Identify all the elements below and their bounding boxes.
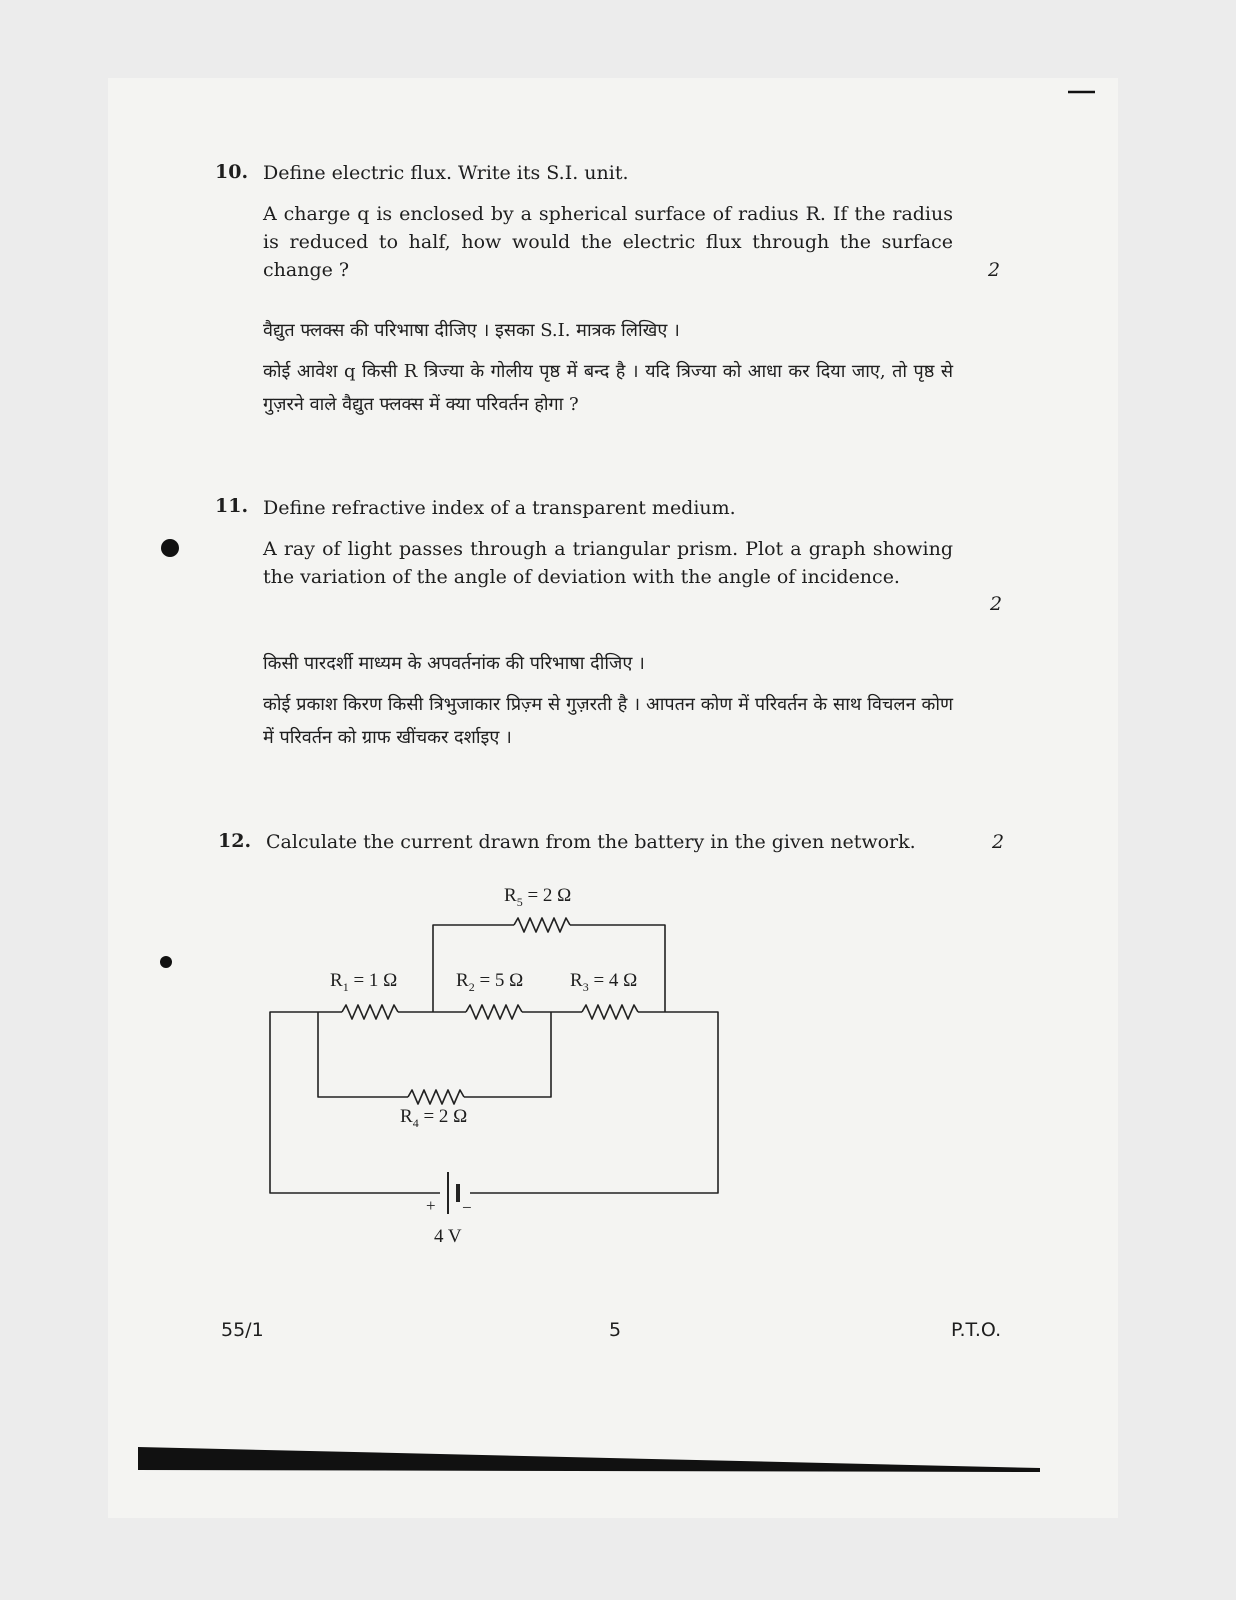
wire [464,1012,551,1097]
resistor-label-r2: $R_2 = 5$ Ω [456,970,524,994]
question-heading: Calculate the current drawn from the battery in the given network. [266,831,916,853]
resistor-label-r5: $R_5 = 2$ Ω [504,885,572,909]
wire [433,925,514,1012]
hindi-heading: वैद्युत फ्लक्स की परिभाषा दीजिए । इसका S.I. मात्रक लिखिए । [263,320,680,341]
question-number: 11. [215,495,249,517]
battery-plus-sign: + [426,1196,436,1215]
question-body: A ray of light passes through a triangular prism. Plot a graph showing the variation of the angle of deviation with the angle of incidence. [263,538,953,588]
wire [470,1012,718,1193]
hindi-heading: किसी पारदर्शी माध्यम के अपवर्तनांक की परिभाषा दीजिए । [263,653,645,674]
resistor-r4 [408,1090,464,1104]
margin-mark [160,956,172,968]
hindi-body: कोई आवेश q किसी R त्रिज्या के गोलीय पृष्ठ में बन्द है । यदि त्रिज्या को आधा कर दिया जाए, तो पृष्ठ से गुज़रने वाले वैद्युत फ्लक्स में क्या परिवर्तन होगा ? [263,361,953,415]
resistor-r1 [342,1005,398,1019]
margin-mark [161,539,179,557]
resistor-label-r1: $R_1 = 1$ Ω [330,970,398,994]
pto-label: P.T.O. [951,1319,1002,1341]
resistor-label-r3: $R_3 = 4$ Ω [570,970,638,994]
wire [318,1012,408,1097]
wire [270,1012,440,1193]
resistor-r2 [466,1005,522,1019]
marks: 2 [992,831,1005,853]
bottom-rule [138,1447,1040,1472]
marks: 2 [990,593,1003,615]
resistor-r5 [514,918,570,932]
wire [570,925,665,1012]
resistor-label-r4: $R_4 = 2$ Ω [400,1106,468,1130]
question-body: A charge q is enclosed by a spherical surface of radius R. If the radius is reduced to half, how would the electric flux through the surface change ? [263,203,953,281]
marks: 2 [988,259,1001,281]
page-number: 5 [609,1319,622,1341]
question-heading: Define refractive index of a transparent medium. [263,497,736,519]
question-heading: Define electric flux. Write its S.I. unit. [263,162,629,184]
resistor-r3 [582,1005,638,1019]
hindi-body: कोई प्रकाश किरण किसी त्रिभुजाकार प्रिज़्म से गुज़रती है । आपतन कोण में परिवर्तन के साथ विचलन कोण में परिवर्तन को ग्राफ खींचकर दर्शाइए । [263,694,953,748]
battery-minus-sign: − [462,1198,472,1217]
question-number: 10. [215,161,249,183]
question-number: 12. [218,830,252,852]
paper-code: 55/1 [221,1319,264,1341]
battery-label: 4 V [434,1226,462,1247]
